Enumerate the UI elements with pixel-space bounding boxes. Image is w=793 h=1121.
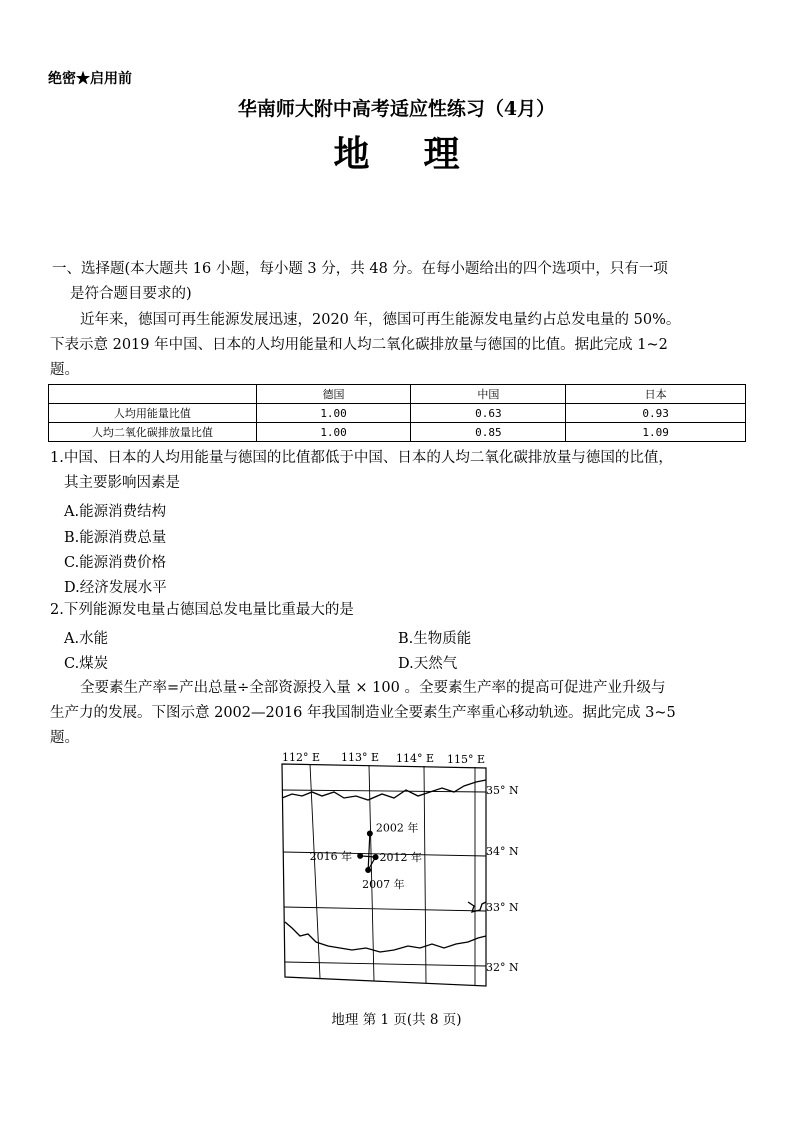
passage2-line1: 全要素生产率=产出总量÷全部资源投入量 × 100 。全要素生产率的提高可促进产业升级与: [80, 680, 666, 696]
lon-label: 112° E: [282, 752, 321, 764]
table-cell: 1.09: [566, 423, 746, 442]
section-heading: 一、选择题(本大题共 16 小题，每小题 3 分，共 48 分。在每小题给出的四个选项中，只有一项: [52, 261, 668, 277]
lat-label: 34° N: [486, 845, 519, 858]
exam-title: 华南师大附中高考适应性练习（4月）: [237, 98, 556, 120]
table-cell: 0.93: [566, 404, 746, 423]
centroid-point: [373, 854, 379, 860]
q1-option-a[interactable]: A.能源消费结构: [64, 504, 167, 520]
table-header-cell: 中国: [411, 385, 566, 404]
page-footer: 地理 第 1 页(共 8 页): [331, 1012, 462, 1028]
table-cell: 0.85: [411, 423, 566, 442]
table-row: [49, 423, 746, 442]
q2-option-b[interactable]: B.生物质能: [398, 631, 472, 647]
q1-option-c[interactable]: C.能源消费价格: [64, 555, 167, 571]
lat-label: 32° N: [486, 961, 519, 974]
centroid-year-label: 2012 年: [379, 851, 423, 865]
lat-label: 33° N: [486, 901, 519, 914]
table-cell: 人均二氧化碳排放量比值: [49, 423, 257, 442]
table-cell: 0.63: [411, 404, 566, 423]
centroid-point: [357, 853, 363, 859]
centroid-year-label: 2007 年: [362, 878, 405, 892]
centroid-year-label: 2002 年: [375, 821, 419, 835]
q2-option-c[interactable]: C.煤炭: [64, 656, 109, 672]
table-header-row: [49, 385, 746, 404]
centroid-year-label: 2016 年: [309, 849, 353, 863]
table-cell: 1.00: [256, 404, 411, 423]
q2-option-a[interactable]: A.水能: [64, 631, 109, 647]
table-header-cell: [49, 385, 257, 404]
q1-option-b[interactable]: B.能源消费总量: [64, 530, 167, 546]
q1-stem-cont: 其主要影响因素是: [64, 475, 180, 491]
energy-ratio-table: [48, 384, 746, 442]
passage2-line3: 题。: [50, 730, 79, 746]
subject-title: 地理: [333, 133, 514, 175]
lon-label: 114° E: [396, 752, 435, 765]
lon-label: 113° E: [341, 752, 380, 764]
q2-option-d[interactable]: D.天然气: [398, 656, 458, 672]
table-row: [49, 404, 746, 423]
table-cell: 1.00: [256, 423, 411, 442]
q2-stem: 2.下列能源发电量占德国总发电量比重最大的是: [50, 602, 354, 618]
table-cell: 人均用能量比值: [49, 404, 257, 423]
map-frame: [282, 764, 486, 986]
table-header-cell: 德国: [256, 385, 411, 404]
centroid-point: [365, 867, 371, 873]
confidential-label: 绝密★启用前: [48, 71, 132, 87]
table-header-cell: 日本: [566, 385, 746, 404]
tfp-centroid-map: [272, 752, 522, 994]
q1-option-d[interactable]: D.经济发展水平: [64, 580, 167, 596]
section-heading-cont: 是符合题目要求的): [70, 286, 192, 302]
lat-label: 35° N: [486, 784, 519, 797]
q1-stem: 1.中国、日本的人均用能量与德国的比值都低于中国、日本的人均二氧化碳排放量与德国的比值，: [50, 450, 673, 466]
centroid-point: [367, 830, 373, 836]
passage2-line2: 生产力的发展。下图示意 2002—2016 年我国制造业全要素生产率重心移动轨迹。据此完成 3~5: [50, 705, 676, 721]
lon-label: 115° E: [447, 753, 486, 766]
passage1-line3: 题。: [50, 362, 79, 378]
passage1-line1: 近年来，德国可再生能源发展迅速，2020 年，德国可再生能源发电量约占总发电量的 50%。: [80, 312, 681, 328]
passage1-line2: 下表示意 2019 年中国、日本的人均用能量和人均二氧化碳排放量与德国的比值。据此完成 1~2: [50, 337, 668, 353]
